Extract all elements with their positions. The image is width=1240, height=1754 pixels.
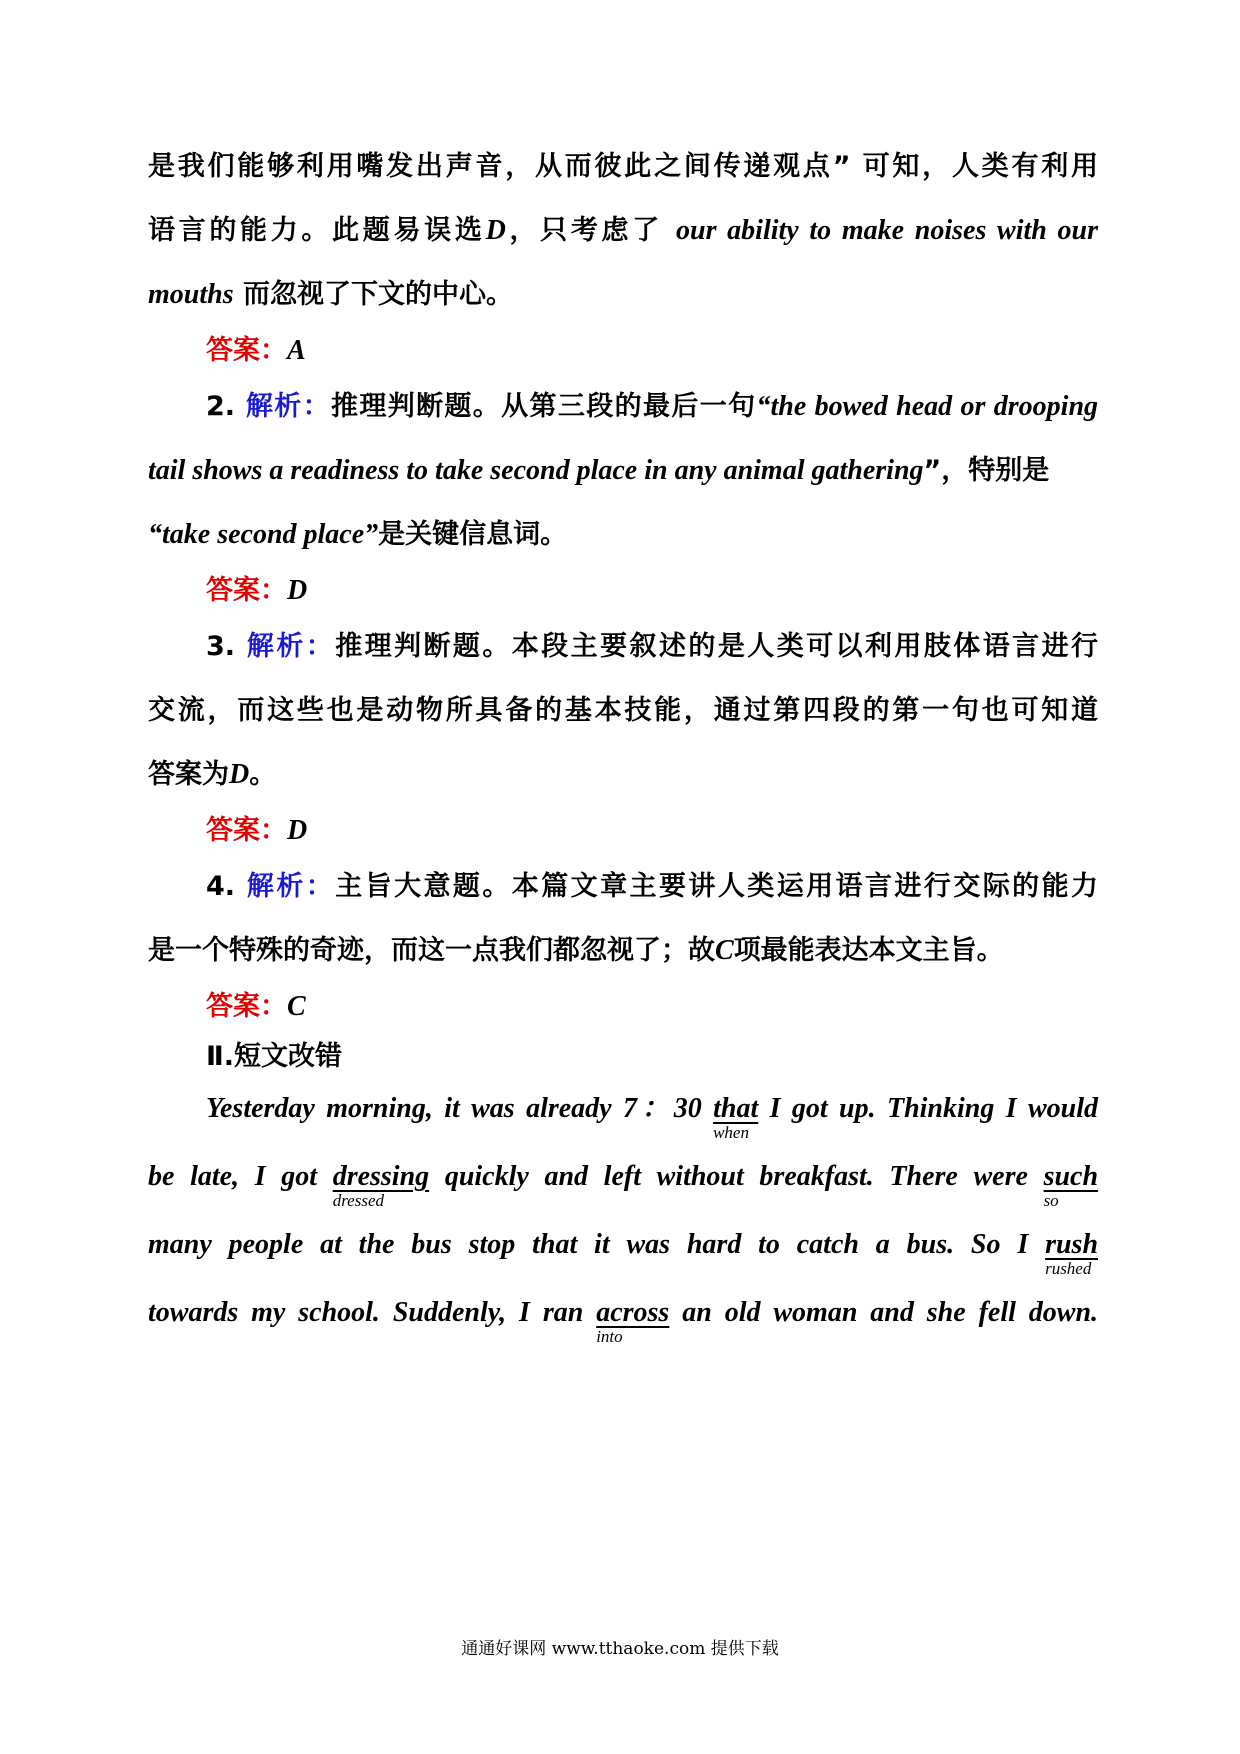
text-segment: 答案为 bbox=[148, 759, 229, 790]
text-segment: 主旨大意题。本篇文章主要讲人类运用语言进行交际的能力 bbox=[335, 871, 1099, 902]
error-text: such bbox=[1043, 1161, 1099, 1192]
error-word bbox=[1045, 1226, 1099, 1278]
correction-text: so bbox=[1043, 1191, 1059, 1210]
question-number: 3. bbox=[206, 631, 236, 662]
english-quote: “the bowed head or drooping bbox=[756, 391, 1099, 422]
q1-explanation-line3 bbox=[148, 276, 1098, 314]
q1-explanation-line1: 是我们能够利用嘴发出声音，从而彼此之间传递观点” 可知，人类有利用 bbox=[148, 151, 1098, 182]
passage-text: Yesterday morning, it was already 7：30 bbox=[206, 1093, 702, 1124]
english-quote: our ability to make noises with our bbox=[676, 215, 1098, 246]
option-letter: D bbox=[229, 759, 250, 790]
correction-text: when bbox=[713, 1123, 749, 1142]
explanation-label: 解析： bbox=[246, 631, 336, 662]
answer-3 bbox=[148, 812, 1098, 850]
passage-text: quickly and left without breakfast. There were bbox=[444, 1161, 1028, 1192]
text-segment: 是一个特殊的奇迹，而这一点我们都忽视了；故 bbox=[148, 935, 715, 966]
option-letter: C bbox=[715, 935, 734, 966]
english-quote: “take second place” bbox=[148, 519, 379, 550]
text-segment: ”，特别是 bbox=[923, 455, 1050, 486]
passage-text: many people at the bus stop that it was hard to catch a bus. So I bbox=[148, 1229, 1029, 1260]
answer-label: 答案： bbox=[206, 335, 287, 366]
error-word bbox=[713, 1090, 759, 1142]
passage-text: an old woman and she fell down. bbox=[682, 1297, 1099, 1328]
text-segment: 项最能表达本文主旨。 bbox=[733, 935, 1004, 966]
option-letter: D bbox=[485, 215, 506, 246]
passage-line4 bbox=[148, 1294, 1099, 1346]
q4-explanation-line2 bbox=[148, 932, 1098, 970]
passage-text: towards my school. Suddenly, I ran bbox=[148, 1297, 584, 1328]
error-text: that bbox=[713, 1093, 759, 1124]
error-word bbox=[596, 1294, 670, 1346]
q3-explanation-line1 bbox=[148, 628, 1098, 666]
passage-line2 bbox=[148, 1158, 1099, 1210]
passage-text: be late, I got bbox=[148, 1161, 318, 1192]
text-segment: 推理判断题。本段主要叙述的是人类可以利用肢体语言进行 bbox=[335, 631, 1099, 662]
correction-text: into bbox=[596, 1327, 623, 1346]
page-footer: 通通好课网 www.tthaoke.com 提供下载 bbox=[461, 1639, 779, 1659]
error-text: dressing bbox=[332, 1161, 430, 1192]
text-segment: 语言的能力。此题易误选 bbox=[148, 215, 486, 246]
text-segment: 推理判断题。从第三段的最后一句 bbox=[330, 391, 757, 422]
error-word bbox=[332, 1158, 430, 1210]
q1-explanation-line2 bbox=[148, 212, 1098, 250]
correction-text: rushed bbox=[1045, 1259, 1092, 1278]
text-segment: 而忽视了下文的中心。 bbox=[243, 279, 514, 310]
english-quote: mouths bbox=[148, 279, 234, 310]
error-text: across bbox=[596, 1297, 670, 1328]
document-body bbox=[148, 148, 1099, 1346]
q4-explanation-line1 bbox=[148, 868, 1098, 906]
q2-explanation-line2 bbox=[148, 452, 1098, 490]
error-word bbox=[1043, 1158, 1099, 1210]
text-segment: 。 bbox=[249, 759, 277, 790]
answer-value: C bbox=[287, 991, 306, 1022]
q3-explanation-line2: 交流，而这些也是动物所具备的基本技能，通过第四段的第一句也可知道 bbox=[148, 695, 1098, 726]
answer-label: 答案： bbox=[206, 815, 287, 846]
question-number: 4. bbox=[206, 871, 236, 902]
explanation-label: 解析： bbox=[245, 391, 331, 422]
answer-value: A bbox=[287, 335, 306, 366]
answer-4 bbox=[148, 988, 1098, 1026]
explanation-label: 解析： bbox=[246, 871, 336, 902]
answer-label: 答案： bbox=[206, 991, 287, 1022]
passage-text: I got up. Thinking I would bbox=[769, 1093, 1099, 1124]
passage-line3 bbox=[148, 1226, 1099, 1278]
correction-text: dressed bbox=[332, 1191, 384, 1210]
answer-2 bbox=[148, 572, 1098, 610]
q2-explanation-line3 bbox=[148, 516, 1098, 554]
answer-label: 答案： bbox=[206, 575, 287, 606]
text-segment: 是关键信息词。 bbox=[378, 519, 568, 550]
passage-line1 bbox=[148, 1090, 1099, 1142]
q2-explanation-line1 bbox=[148, 388, 1098, 426]
answer-value: D bbox=[287, 575, 308, 606]
error-text: rush bbox=[1045, 1229, 1099, 1260]
answer-1 bbox=[148, 332, 1098, 370]
english-quote: tail shows a readiness to take second place in any animal gathering bbox=[148, 455, 924, 486]
text-segment: ，只考虑了 bbox=[505, 215, 663, 246]
section-heading: Ⅱ.短文改错 bbox=[206, 1041, 343, 1072]
question-number: 2. bbox=[206, 391, 236, 422]
q3-explanation-line3 bbox=[148, 756, 1098, 794]
answer-value: D bbox=[287, 815, 308, 846]
